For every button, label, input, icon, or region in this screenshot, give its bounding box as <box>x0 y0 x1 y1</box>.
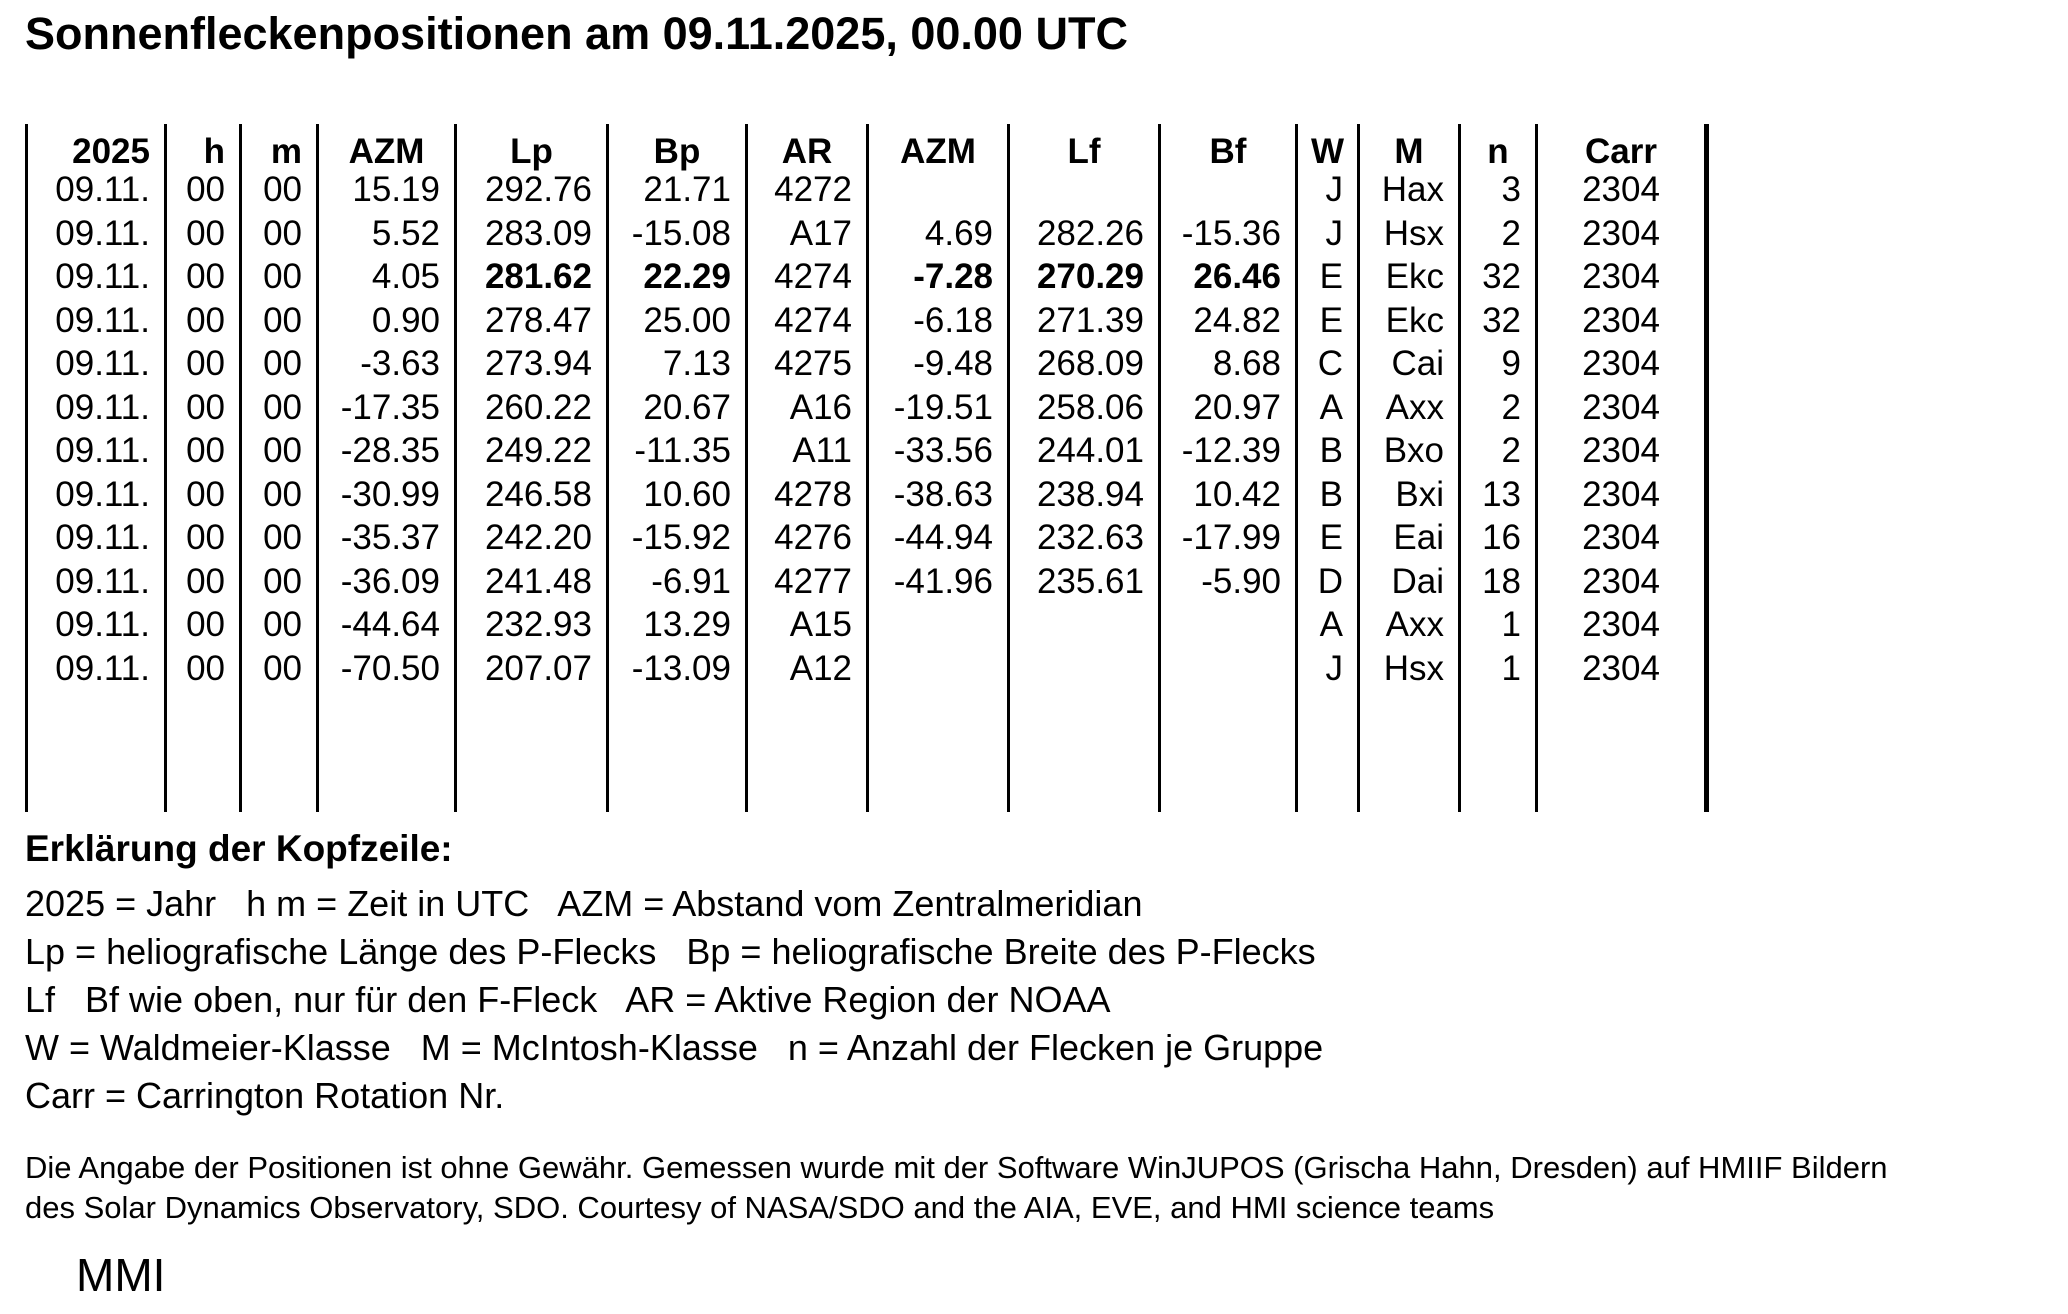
table-cell: 22.29 <box>643 257 731 296</box>
table-cell: 4278 <box>774 474 852 514</box>
column-header: Bf <box>1209 132 1247 171</box>
table-cell: 258.06 <box>1036 387 1144 427</box>
table-column-ar-6 <box>748 124 869 812</box>
table-column-lf-8 <box>1010 124 1161 812</box>
table-cell: -5.90 <box>1201 561 1281 601</box>
column-header: W <box>1310 132 1345 171</box>
table-cell: 32 <box>1482 300 1521 340</box>
table-cell: -30.99 <box>340 474 440 514</box>
table-cell: 4275 <box>774 344 852 383</box>
table-cell: 15.19 <box>352 170 440 209</box>
explanation-lines <box>25 880 1323 1120</box>
table-cell: 2 <box>1501 387 1521 427</box>
table-cell: 2304 <box>1582 170 1660 209</box>
table-cell: 235.61 <box>1036 561 1144 601</box>
table-cell: -15.08 <box>631 213 731 253</box>
table-cell: -33.56 <box>893 431 993 470</box>
table-cell: -15.92 <box>631 518 731 557</box>
table-column-h-1 <box>167 124 242 812</box>
table-cell: 00 <box>263 300 302 340</box>
table-cell: -36.09 <box>340 561 440 601</box>
table-cell: 00 <box>263 170 302 209</box>
table-cell: 00 <box>186 213 225 253</box>
footer-initials: MMI <box>76 1249 166 1301</box>
table-cell: 4272 <box>774 170 852 209</box>
table-cell <box>869 168 1007 212</box>
table-cell: -44.94 <box>893 518 993 557</box>
table-cell: A <box>1319 605 1343 644</box>
table-cell: 246.58 <box>484 474 592 514</box>
table-cell: 00 <box>186 518 225 557</box>
table-column-bf-9 <box>1161 124 1298 812</box>
table-cell <box>1161 603 1295 647</box>
column-header: Lp <box>510 132 553 171</box>
table-cell: J <box>1325 170 1343 209</box>
table-cell: A17 <box>789 213 852 253</box>
table-cell: 00 <box>186 344 225 383</box>
column-header: m <box>270 132 302 171</box>
table-cell: 4274 <box>774 257 852 296</box>
table-cell: 09.11. <box>55 257 150 296</box>
table-cell: 244.01 <box>1036 431 1144 470</box>
table-cell: E <box>1319 518 1343 557</box>
sunspot-table <box>25 124 1709 812</box>
explanation-line: 2025 = Jahr h m = Zeit in UTC AZM = Abstand vom Zentralmeridian <box>25 883 1143 924</box>
table-cell: 2304 <box>1582 213 1660 253</box>
table-column-carr-13 <box>1538 124 1704 812</box>
table-cell: Ekc <box>1385 300 1444 340</box>
table-cell: Bxo <box>1383 431 1444 470</box>
table-cell: 13.29 <box>643 605 731 644</box>
table-cell: 1 <box>1501 648 1521 688</box>
table-cell: -70.50 <box>340 648 440 688</box>
table-cell: 09.11. <box>55 431 150 470</box>
table-cell: 32 <box>1482 257 1521 296</box>
table-cell: 00 <box>263 213 302 253</box>
explanation-line: Carr = Carrington Rotation Nr. <box>25 1075 505 1116</box>
table-column-m-11 <box>1360 124 1461 812</box>
table-cell: 00 <box>186 474 225 514</box>
explanation-line: Lp = heliografische Länge des P-Flecks Bp = heliografische Breite des P-Flecks <box>25 931 1316 972</box>
table-cell: E <box>1319 300 1343 340</box>
table-cell: 16 <box>1482 518 1521 557</box>
table-cell: 4276 <box>774 518 852 557</box>
table-cell: -9.48 <box>913 344 993 383</box>
table-cell: 00 <box>186 648 225 688</box>
column-header: Carr <box>1585 132 1657 171</box>
table-cell: 0.90 <box>371 300 440 340</box>
table-cell: -6.18 <box>913 300 993 340</box>
table-cell: E <box>1319 257 1343 296</box>
table-cell <box>1010 168 1158 212</box>
disclaimer-line: Die Angabe der Positionen ist ohne Gewähr. Gemessen wurde mit der Software WinJUPOS (Grischa Hahn, Dresden) auf HMIIF Bildern <box>25 1150 1888 1185</box>
table-cell: Eai <box>1393 518 1444 557</box>
table-cell: 260.22 <box>484 387 592 427</box>
table-cell: 09.11. <box>55 648 150 688</box>
table-column-lp-4 <box>457 124 609 812</box>
table-cell: 282.26 <box>1036 213 1144 253</box>
table-cell: 09.11. <box>55 170 150 209</box>
table-cell: 2304 <box>1582 518 1660 557</box>
table-cell: -38.63 <box>893 474 993 514</box>
table-cell: Hsx <box>1383 648 1444 688</box>
table-cell: -17.35 <box>340 387 440 427</box>
table-cell: 292.76 <box>484 170 592 209</box>
table-cell: 2304 <box>1582 300 1660 340</box>
table-cell: 2304 <box>1582 431 1660 470</box>
table-cell: 8.68 <box>1212 344 1281 383</box>
table-cell: -35.37 <box>340 518 440 557</box>
table-cell: 281.62 <box>484 257 592 296</box>
table-cell: 268.09 <box>1036 344 1144 383</box>
table-cell: 09.11. <box>55 561 150 601</box>
table-cell: -41.96 <box>893 561 993 601</box>
table-cell: A12 <box>789 648 852 688</box>
table-cell: 00 <box>186 561 225 601</box>
table-cell <box>1161 647 1295 691</box>
table-cell: 1 <box>1501 605 1521 644</box>
table-cell: Hax <box>1381 170 1444 209</box>
table-cell: 09.11. <box>55 300 150 340</box>
table-cell: -15.36 <box>1181 213 1281 253</box>
table-cell: 26.46 <box>1193 257 1281 296</box>
table-cell: -28.35 <box>340 431 440 470</box>
table-cell: 00 <box>263 257 302 296</box>
table-cell: 4.69 <box>924 213 993 253</box>
table-cell: 270.29 <box>1036 257 1144 296</box>
table-cell: 20.67 <box>643 387 731 427</box>
column-header: AZM <box>900 132 976 171</box>
table-cell: 2304 <box>1582 257 1660 296</box>
table-cell: 13 <box>1482 474 1521 514</box>
table-cell: 20.97 <box>1193 387 1281 427</box>
table-cell: 09.11. <box>55 213 150 253</box>
table-cell: 00 <box>263 387 302 427</box>
column-header: AR <box>781 132 833 171</box>
table-cell <box>869 603 1007 647</box>
table-cell: Dai <box>1391 561 1444 601</box>
table-cell: -3.63 <box>360 344 440 383</box>
explanation-heading: Erklärung der Kopfzeile: <box>25 828 453 869</box>
table-cell: 283.09 <box>484 213 592 253</box>
table-cell: 18 <box>1482 561 1521 601</box>
table-cell: -17.99 <box>1181 518 1281 557</box>
column-header: Lf <box>1067 132 1101 171</box>
table-cell: 232.93 <box>484 605 592 644</box>
table-cell: 09.11. <box>55 387 150 427</box>
table-cell: 2304 <box>1582 474 1660 514</box>
table-cell: 278.47 <box>484 300 592 340</box>
column-header: AZM <box>348 132 425 171</box>
table-cell: C <box>1317 344 1343 383</box>
page-title: Sonnenfleckenpositionen am 09.11.2025, 00.00 UTC <box>25 8 1128 59</box>
table-cell: 2 <box>1501 213 1521 253</box>
table-cell: 242.20 <box>484 518 592 557</box>
table-cell <box>1010 603 1158 647</box>
explanation-line: W = Waldmeier-Klasse M = McIntosh-Klasse n = Anzahl der Flecken je Gruppe <box>25 1027 1324 1068</box>
table-cell: -12.39 <box>1181 431 1281 470</box>
table-column-bp-5 <box>609 124 748 812</box>
table-cell: 09.11. <box>55 605 150 644</box>
table-cell: 09.11. <box>55 474 150 514</box>
column-header: h <box>203 132 225 171</box>
table-cell: 7.13 <box>662 344 731 383</box>
table-cell: B <box>1319 431 1343 470</box>
table-cell <box>869 647 1007 691</box>
table-cell: 3 <box>1501 170 1521 209</box>
disclaimer-line: des Solar Dynamics Observatory, SDO. Courtesy of NASA/SDO and the AIA, EVE, and HMI science teams <box>25 1190 1495 1225</box>
table-cell: -44.64 <box>340 605 440 644</box>
table-cell: 21.71 <box>643 170 731 209</box>
table-cell: -6.91 <box>651 561 731 601</box>
table-cell: A15 <box>789 605 852 644</box>
table-cell: 2304 <box>1582 605 1660 644</box>
table-column-w-10 <box>1298 124 1360 812</box>
table-cell: 00 <box>186 431 225 470</box>
table-cell: Axx <box>1385 387 1444 427</box>
table-column-azm-3 <box>319 124 457 812</box>
table-cell: 5.52 <box>371 213 440 253</box>
table-cell: 2304 <box>1582 344 1660 383</box>
table-cell: 00 <box>186 605 225 644</box>
table-cell: 24.82 <box>1193 300 1281 340</box>
table-cell: 2304 <box>1582 387 1660 427</box>
table-cell: Axx <box>1385 605 1444 644</box>
table-cell: B <box>1319 474 1343 514</box>
table-cell: 273.94 <box>484 344 592 383</box>
table-cell: 4274 <box>774 300 852 340</box>
table-cell: 4.05 <box>371 257 440 296</box>
table-cell: Cai <box>1391 344 1444 383</box>
table-column-m-2 <box>242 124 319 812</box>
table-cell: 00 <box>186 300 225 340</box>
column-header: Bp <box>653 132 701 171</box>
column-header: 2025 <box>72 132 150 171</box>
table-cell: 25.00 <box>643 300 731 340</box>
table-cell: 9 <box>1501 344 1521 383</box>
table-cell: 00 <box>186 387 225 427</box>
table-cell: 249.22 <box>484 431 592 470</box>
table-cell <box>1010 647 1158 691</box>
table-cell: 00 <box>186 170 225 209</box>
table-cell: 4277 <box>774 561 852 601</box>
table-cell: 09.11. <box>55 344 150 383</box>
table-cell: D <box>1317 561 1343 601</box>
table-cell: 00 <box>263 474 302 514</box>
column-header: M <box>1394 132 1424 171</box>
table-cell: 00 <box>186 257 225 296</box>
table-column-2025-0 <box>28 124 167 812</box>
table-cell: 09.11. <box>55 518 150 557</box>
explanation-line: Lf Bf wie oben, nur für den F-Fleck AR = Aktive Region der NOAA <box>25 979 1111 1020</box>
table-cell: A16 <box>789 387 852 427</box>
table-cell: -11.35 <box>634 431 731 470</box>
table-cell: 238.94 <box>1036 474 1144 514</box>
table-cell: J <box>1325 648 1343 688</box>
table-cell: J <box>1325 213 1343 253</box>
table-cell: 00 <box>263 431 302 470</box>
table-cell: -13.09 <box>631 648 731 688</box>
table-cell: 241.48 <box>484 561 592 601</box>
table-cell: A <box>1319 387 1343 427</box>
table-cell: Hsx <box>1383 213 1444 253</box>
table-cell: 10.42 <box>1193 474 1281 514</box>
table-cell: 271.39 <box>1036 300 1144 340</box>
table-cell: 232.63 <box>1036 518 1144 557</box>
table-cell: Bxi <box>1395 474 1444 514</box>
table-cell: A11 <box>792 431 852 470</box>
column-header: n <box>1487 132 1509 171</box>
table-cell: 00 <box>263 518 302 557</box>
table-column-n-12 <box>1461 124 1538 812</box>
table-column-azm-7 <box>869 124 1010 812</box>
table-cell: Ekc <box>1385 257 1444 296</box>
table-cell: 2304 <box>1582 561 1660 601</box>
table-cell: -19.51 <box>893 387 993 427</box>
table-cell <box>1161 168 1295 212</box>
table-cell: 207.07 <box>484 648 592 688</box>
disclaimer-text <box>25 1148 1888 1228</box>
table-cell: 00 <box>263 648 302 688</box>
table-cell: 00 <box>263 344 302 383</box>
table-cell: 00 <box>263 605 302 644</box>
table-cell: 10.60 <box>643 474 731 514</box>
table-cell: 00 <box>263 561 302 601</box>
table-cell: 2 <box>1501 431 1521 470</box>
table-cell: -7.28 <box>913 257 993 296</box>
table-cell: 2304 <box>1582 648 1660 688</box>
